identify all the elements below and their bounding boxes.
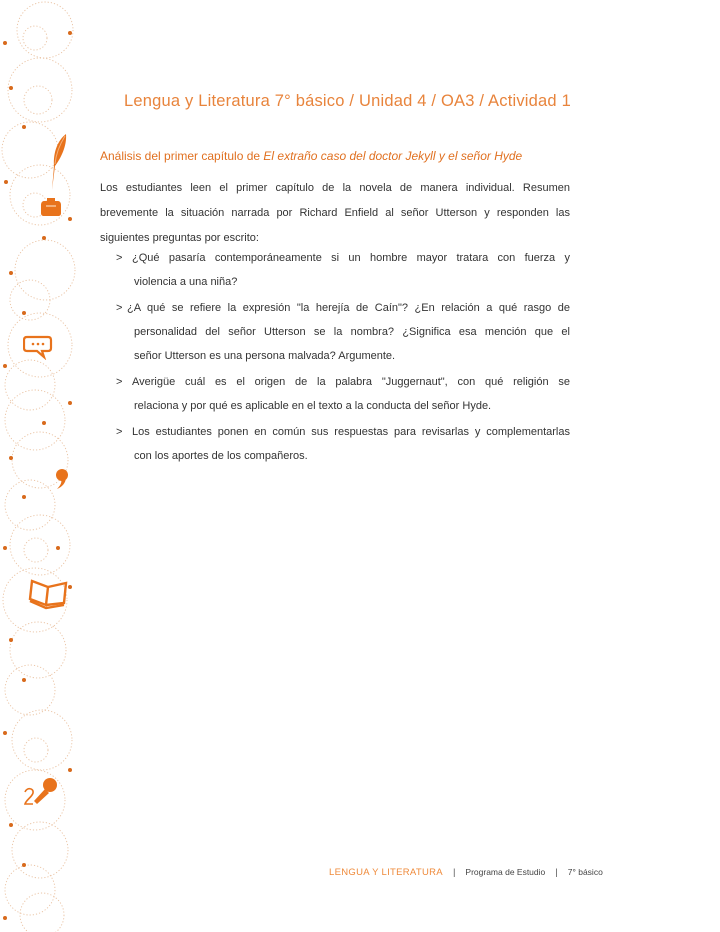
page-footer xyxy=(329,867,603,878)
footer-separator: | xyxy=(555,867,558,878)
speech-bubble-icon xyxy=(23,334,53,360)
page-header-title: Lengua y Literatura 7° básico / Unidad 4 / OA3 / Actividad 1 xyxy=(124,92,571,110)
question-line: señor Utterson es una persona malvada? Argumente. xyxy=(134,350,396,362)
question-line: Los estudiantes ponen en común sus respuestas para revisarlas y complementarlas xyxy=(132,426,570,438)
intro-line: siguientes preguntas por escrito: xyxy=(100,232,259,244)
section-title-prefix: Análisis del primer capítulo de xyxy=(100,149,264,163)
question-line: con los aportes de los compañeros. xyxy=(134,450,308,462)
footer-subject: LENGUA Y LITERATURA xyxy=(329,867,443,878)
question-item xyxy=(116,296,570,368)
intro-paragraph xyxy=(100,176,570,251)
footer-separator: | xyxy=(452,867,456,878)
question-line: ¿Qué pasaría contemporáneamente si un hombre mayor tratara con fuerza y xyxy=(132,252,570,264)
question-line: relaciona y por qué es aplicable en el texto a la conducta del señor Hyde. xyxy=(134,400,492,412)
book-title: El extraño caso del doctor Jekyll y el señor Hyde xyxy=(263,149,523,163)
question-line: Averigüe cuál es el origen de la palabra "Juggernaut", con qué religión se xyxy=(132,376,570,388)
intro-line: brevemente la situación narrada por Richard Enfield al señor Utterson y responden las xyxy=(100,207,570,219)
footer-grade: 7° básico xyxy=(567,867,603,877)
footer-program: Programa de Estudio xyxy=(465,867,546,877)
comma-icon xyxy=(54,468,70,490)
quill-pen-icon xyxy=(48,132,70,192)
question-line: violencia a una niña? xyxy=(134,276,238,288)
inkwell-icon xyxy=(40,196,62,216)
question-item xyxy=(116,246,570,294)
open-book-icon xyxy=(28,577,70,611)
bullet-arrow-icon: > xyxy=(116,376,123,388)
question-line: ¿A qué se refiere la expresión "la herejía de Caín"? ¿En relación a qué rasgo de xyxy=(127,302,570,314)
bullet-arrow-icon: > xyxy=(116,426,123,438)
question-line: personalidad del señor Utterson se la nombra? ¿Significa esa mención que el xyxy=(134,326,570,338)
bullet-arrow-icon: > xyxy=(116,302,123,314)
question-list xyxy=(116,246,570,468)
question-item xyxy=(116,370,570,418)
bullet-arrow-icon: > xyxy=(116,252,123,264)
section-title xyxy=(100,149,522,163)
microphone-icon xyxy=(22,776,62,808)
intro-line: Los estudiantes leen el primer capítulo de la novela de manera individual. Resumen xyxy=(100,182,570,194)
question-item xyxy=(116,420,570,468)
